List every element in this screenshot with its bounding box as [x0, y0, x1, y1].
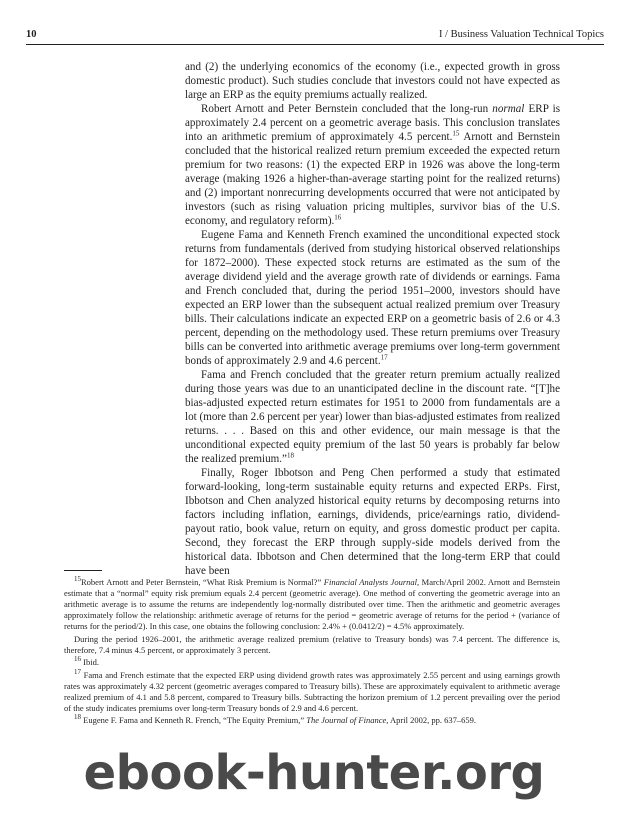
fn18-text-a: Eugene F. Fama and Kenneth R. French, “The Equity Premium,” [83, 715, 305, 725]
p3-text: Eugene Fama and Kenneth French examined the unconditional expected stock returns from fundamentals (derived from studying historical observed relationships for 1872–2000). These expected stock returns are estimated as the sum of the average dividend yield and the average growth rate of dividends or earnings. Fama and French concluded that, during the period 1951–2000, investors should have expected an ERP lower than the subsequent actual realized premium over Treasury bills. Their calculations indicate an expected ERP on a geometric basis of 2.6 or 4.3 percent, depending on the methodology used. These return premiums over Treasury bills can be converted into arithmetic average premiums over long-term government bonds of approximately 2.9 and 4.6 percent. [185, 229, 560, 367]
paragraph-5: Finally, Roger Ibbotson and Peng Chen performed a study that estimated forward-looking, long-term sustainable equity returns and expected ERPs. First, Ibbotson and Chen analyzed historical equity returns by decomposing returns into factors including inflation, earnings, dividends, price/earnings ratio, dividend-payout ratio, book value, return on equity, and gross domestic product per capita. Second, they forecast the ERP through supply-side models derived from the historical data. Ibbotson and Chen determined that the long-term ERP that could have been [185, 467, 560, 577]
p2-emphasis: normal [492, 103, 525, 115]
footnote-num-15: 15 [74, 575, 81, 584]
fn15-text-a: Robert Arnott and Peter Bernstein, “What Risk Premium is Normal?” [81, 577, 322, 587]
body-text [185, 60, 560, 578]
footnote-ref-15[interactable]: 15 [452, 129, 460, 138]
footnote-16 [64, 657, 560, 668]
page-number: 10 [26, 29, 37, 40]
paragraph-1: and (2) the underlying economics of the economy (i.e., expected growth in gross domestic product). Such studies conclude that investors could not have expected as large an ERP as the equity premiums actually realized. [185, 61, 560, 101]
fn15-journal: Financial Analysts Journal, [323, 577, 420, 587]
fn18-text-b: April 2002, pp. 637–659. [390, 715, 476, 725]
footnote-17 [64, 667, 561, 714]
footnote-ref-16[interactable]: 16 [334, 213, 342, 222]
footnote-15 [64, 577, 560, 632]
fn15-text-b: March/April 2002. Arnott and Bernstein estimate that a “normal” equity risk premium equals 2.4 percent (geometric average). One method of converting the geometric average into an arithmetic average is to assume the returns are independently log-normally distributed over time. Then the arithmetic and geometric averages approximately follow the relationship: arithmetic average of returns for the period = geometric average of returns for the period + (variance of returns for the period/2). In this case, one obtains the following conclusion: 2.4% + (0.0412/2) = 4.5% approximately. [64, 577, 561, 631]
footnotes [64, 577, 560, 728]
p4-text: Fama and French concluded that the greater return premium actually realized during those years was due to an unanticipated decline in the discount rate. “[T]he bias-adjusted expected return estimates for 1951 to 2000 from fundamentals are a lot (more than 2.6 percent per year) lower than bias-adjusted estimates from realized returns. . . . Based on this and other evidence, our main message is that the unconditional expected equity premium of the last 50 years is probably far below the realized premium.” [185, 369, 560, 465]
footnote-num-16: 16 [74, 655, 81, 664]
fn18-journal: The Journal of Finance, [306, 715, 389, 725]
footnote-num-17: 17 [74, 667, 81, 676]
p2-text-c: Arnott and Bernstein concluded that the historical realized return premium exceeded the expected return premium for two reasons: (1) the expected ERP in 1926 was above the long-term average (making 1926 a higher-than-average starting point for the realized returns) and (2) important nonrecurring developments occurred that were not anticipated by investors (such as rising valuation pricing multiples, survivor bias of the U.S. economy, and regulatory reform). [185, 131, 560, 227]
footnote-ref-17[interactable]: 17 [380, 353, 388, 362]
page-header [26, 27, 604, 43]
running-head: I / Business Valuation Technical Topics [438, 29, 604, 40]
watermark: ebook-hunter.org [83, 745, 545, 801]
footnote-num-18: 18 [74, 713, 81, 722]
footnote-rule [64, 570, 102, 571]
fn16-text: Ibid. [83, 657, 99, 667]
paragraph-3 [185, 228, 560, 368]
fn17-text: Fama and French estimate that the expected ERP using dividend growth rates was approximately 2.55 percent and using earnings growth rates was approximately 4.32 percent (geometric averages compared to Treasury bills). These are approximately equivalent to arithmetic average realized premium of 4.1 and 5.8 percent, compared to Treasury bills. Subtracting the horizon premium of 1.2 percent prevailing over the period of the study indicates premiums over long-term Treasury bonds of 2.9 and 4.6 percent. [64, 669, 561, 713]
footnote-ref-18[interactable]: 18 [286, 451, 294, 460]
footnote-18 [64, 715, 560, 726]
p2-text-a: Robert Arnott and Peter Bernstein concluded that the long-run [201, 103, 489, 115]
paragraph-2 [185, 102, 560, 228]
header-rule [26, 44, 604, 45]
footnote-15-continued: During the period 1926–2001, the arithmetic average realized premium (relative to Treasury bonds) was 7.4 percent. The difference is, therefore, 7.4 minus 4.5 percent, or approximately 3 percent. [64, 633, 560, 655]
paragraph-4 [185, 368, 560, 466]
p2-text-b: ERP is approximately 2.4 percent on a geometric average basis. This conclusion translates into an arithmetic premium of approximately 4.5 percent. [185, 103, 561, 143]
